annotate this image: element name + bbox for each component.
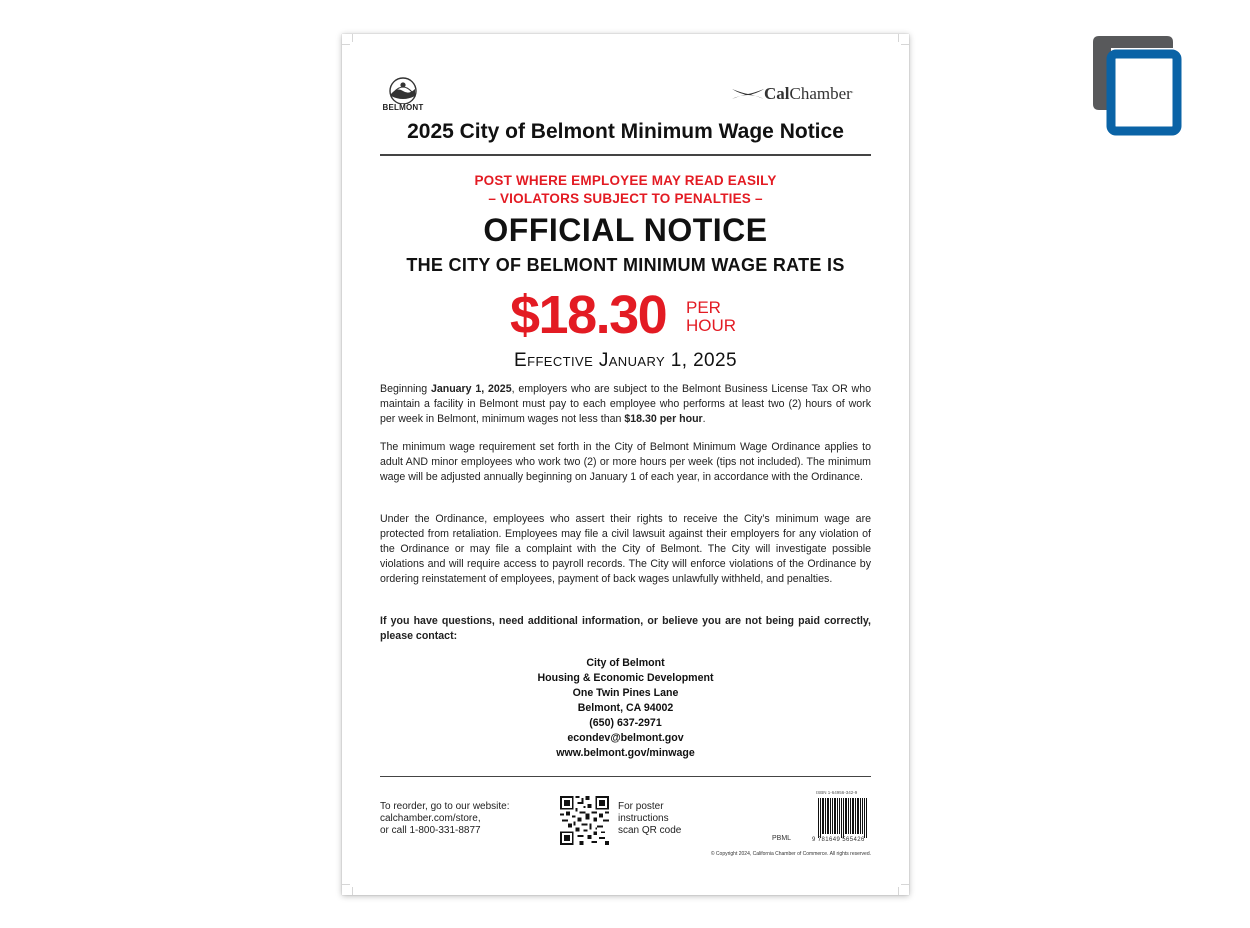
reorder-line-2: calchamber.com/store, — [380, 813, 481, 824]
contact-org: City of Belmont — [586, 657, 665, 669]
effective-date: Effective January 1, 2025 — [514, 350, 737, 371]
crop-mark — [901, 877, 909, 885]
qr-instructions — [618, 801, 681, 837]
calchamber-logo — [732, 84, 872, 104]
seal-name: BELMONT — [382, 103, 424, 112]
qr-line-3: scan QR code — [618, 825, 682, 836]
crop-mark — [342, 877, 350, 885]
posting-instruction: POST WHERE EMPLOYEE MAY READ EASILY — [474, 173, 777, 188]
p1-rate: $18.30 per hour — [624, 413, 703, 425]
official-notice-heading: OFFICIAL NOTICE — [483, 212, 768, 248]
paragraph-retaliation: Under the Ordinance, employees who assert their rights to receive the City’s minimum wage are protected from retaliation. Employees may file a civil lawsuit against their employers for any violation of the Ordinance or may file a complaint with the City of Belmont. The City will investigate possible violations and will require access to payroll records. The City will enforce violations of the Ordinance by ordering reinstatement of employees, payment of back wages unlawfully withheld, and penalties. — [380, 513, 871, 585]
contact-block — [380, 656, 871, 761]
qr-code-icon — [560, 796, 609, 845]
calchamber-wings-icon — [732, 88, 764, 100]
logo-part-chamber: Chamber — [789, 84, 852, 103]
contact-street: One Twin Pines Lane — [572, 687, 679, 699]
product-code: PBML — [772, 835, 792, 842]
paragraph-beginning — [380, 382, 871, 427]
barcode-number: 9 781649 565426 — [812, 837, 865, 843]
p1-text-e: . — [702, 413, 706, 425]
paragraph-contact-prompt: If you have questions, need additional information, or believe you are not being paid correctly, please contact: — [380, 615, 871, 642]
wage-unit — [686, 299, 736, 335]
crop-mark — [352, 34, 360, 42]
logo-part-cal: Cal — [764, 84, 790, 103]
p1-text-c: , employers who are subject to the Belmont Business License Tax OR who maintain a facility in Belmont must pay to each employee who performs at least two (2) hours of work per week in Belmont, minimum wages not less than — [380, 383, 871, 425]
wage-unit-hour: HOUR — [686, 316, 737, 335]
contact-dept: Housing & Economic Development — [537, 672, 714, 684]
footer-divider — [380, 776, 871, 777]
brand-squares-icon — [1093, 36, 1183, 136]
contact-email: econdev@belmont.gov — [567, 732, 684, 744]
copyright-notice: © Copyright 2024, California Chamber of Commerce. All rights reserved. — [710, 851, 871, 857]
crop-mark — [901, 44, 909, 52]
crop-mark — [352, 887, 360, 895]
logo-mark: . — [851, 86, 854, 95]
paragraph-requirement: The minimum wage requirement set forth in the City of Belmont Minimum Wage Ordinance applies to adult AND minor employees who work two (2) or more hours per week (tips not included). The minimum wage will be adjusted annually beginning on January 1 of each year, in accordance with the Ordinance. — [380, 441, 871, 483]
penalty-warning: – VIOLATORS SUBJECT TO PENALTIES – — [488, 191, 763, 206]
p1-date: January 1, 2025 — [430, 383, 512, 395]
crop-mark — [891, 887, 899, 895]
contact-phone: (650) 637-2971 — [589, 717, 662, 729]
title-divider — [380, 154, 871, 156]
reorder-line-3: or call 1-800-331-8877 — [380, 825, 481, 836]
isbn-label: ISBN 1-64956-342-9 — [816, 790, 858, 795]
p1-text-a: Beginning — [380, 383, 431, 395]
notice-poster — [342, 34, 909, 895]
city-seal — [380, 72, 426, 116]
qr-line-2: instructions — [618, 813, 669, 824]
reorder-line-1: To reorder, go to our website: — [380, 801, 510, 812]
wage-unit-per: PER — [686, 298, 721, 317]
qr-line-1: For poster — [618, 801, 664, 812]
barcode-icon — [818, 798, 868, 838]
notice-title: 2025 City of Belmont Minimum Wage Notice — [407, 120, 844, 143]
crop-mark — [891, 34, 899, 42]
crop-mark — [342, 44, 350, 52]
reorder-info — [380, 801, 510, 837]
wage-amount: $18.30 — [510, 285, 667, 345]
contact-city: Belmont, CA 94002 — [577, 702, 674, 714]
rate-heading: THE CITY OF BELMONT MINIMUM WAGE RATE IS — [406, 255, 845, 275]
contact-web: www.belmont.gov/minwage — [556, 747, 695, 759]
seal-icon — [384, 72, 422, 104]
